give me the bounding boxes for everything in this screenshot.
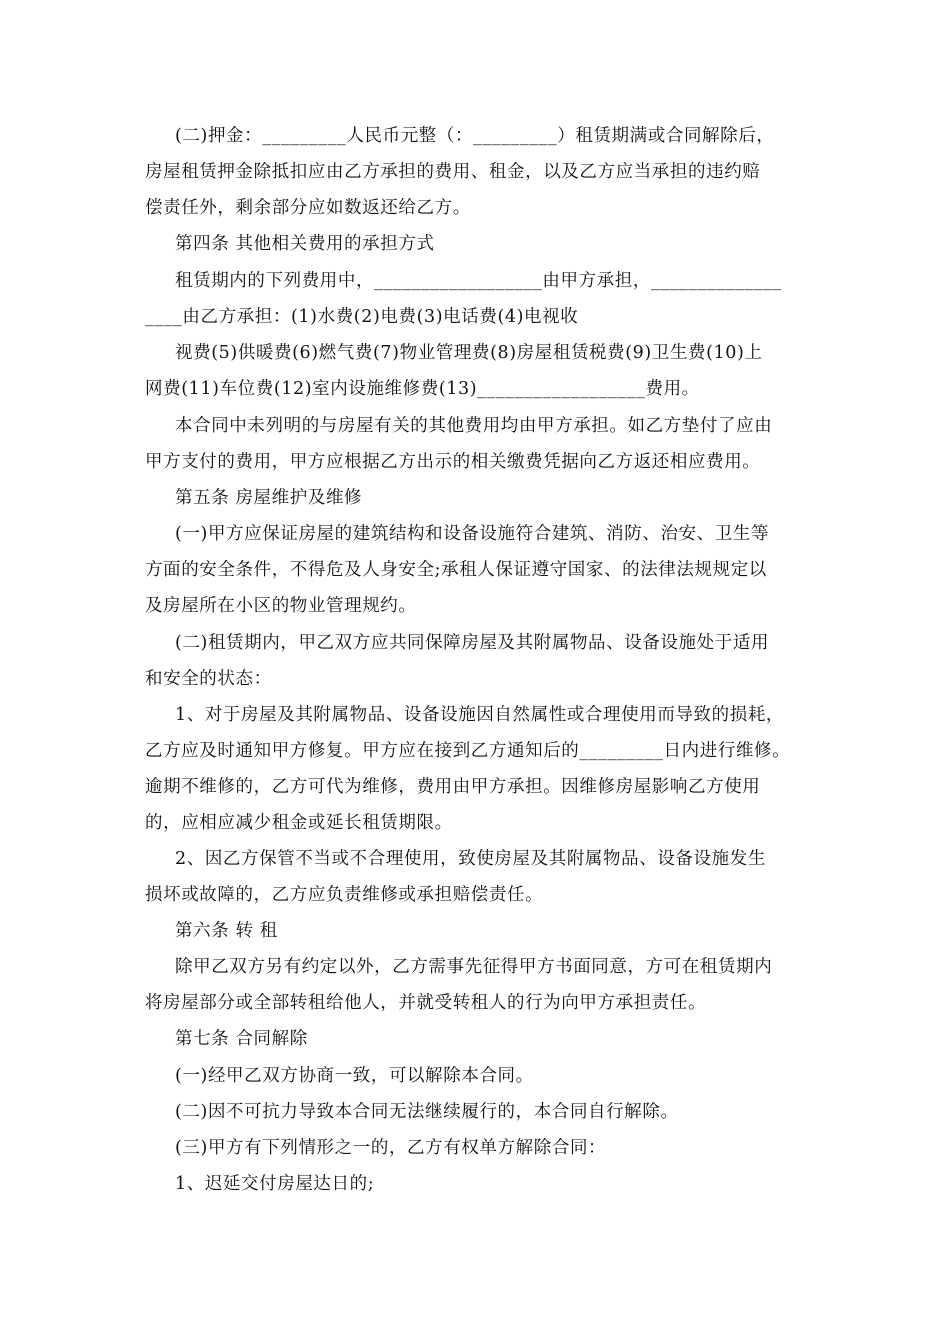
paragraph-damage-line: 损坏或故障的，乙方应负责维修或承担赔偿责任。 xyxy=(145,885,544,905)
paragraph-repair-line: 乙方应及时通知甲方修复。甲方应在接到乙方通知后的_________日内进行维修。 xyxy=(145,741,791,761)
paragraph-deposit-line: (二)押金：_________人民币元整（：_________）租赁期满或合同解除后， xyxy=(175,126,775,146)
paragraph-deposit-line: 偿责任外，剩余部分应如数返还给乙方。 xyxy=(145,198,471,218)
paragraph-termination-line: (一)经甲乙双方协商一致，可以解除本合同。 xyxy=(175,1066,534,1086)
paragraph-other-fees-line: 本合同中未列明的与房屋有关的其他费用均由甲方承担。如乙方垫付了应由 xyxy=(175,416,773,436)
article-4-heading: 第四条 其他相关费用的承担方式 xyxy=(175,234,435,254)
paragraph-repair-line: 的，应相应减少租金或延长租赁期限。 xyxy=(145,813,453,833)
paragraph-repair-line: 1、对于房屋及其附属物品、设备设施因自然属性或合理使用而导致的损耗， xyxy=(175,705,785,725)
paragraph-fees-line: 租赁期内的下列费用中，__________________由甲方承担，______________ xyxy=(175,271,782,291)
paragraph-deposit-line: 房屋租赁押金除抵扣应由乙方承担的费用、租金，以及乙方应当承担的违约赔 xyxy=(145,162,761,182)
paragraph-fees-line: ____由乙方承担：(1)水费(2)电费(3)电话费(4)电视收 xyxy=(145,307,579,327)
article-7-heading: 第七条 合同解除 xyxy=(175,1029,308,1049)
article-5-heading: 第五条 房屋维护及维修 xyxy=(175,488,363,508)
article-6-heading: 第六条 转 租 xyxy=(175,921,278,941)
paragraph-fees-line: 视费(5)供暖费(6)燃气费(7)物业管理费(8)房屋租赁税费(9)卫生费(10)上 xyxy=(175,343,763,363)
paragraph-maintenance-line: (一)甲方应保证房屋的建筑结构和设备设施符合建筑、消防、治安、卫生等 xyxy=(175,524,770,544)
paragraph-maintenance-line: 及房屋所在小区的物业管理规约。 xyxy=(145,596,417,616)
paragraph-damage-line: 2、因乙方保管不当或不合理使用，致使房屋及其附属物品、设备设施发生 xyxy=(175,849,766,869)
paragraph-sublease-line: 除甲乙双方另有约定以外，乙方需事先征得甲方书面同意，方可在租赁期内 xyxy=(175,957,773,977)
paragraph-termination-line: 1、迟延交付房屋达日的; xyxy=(175,1174,375,1194)
paragraph-maintenance-line: 方面的安全条件，不得危及人身安全;承租人保证遵守国家、的法律法规规定以 xyxy=(145,560,767,580)
paragraph-other-fees-line: 甲方支付的费用，甲方应根据乙方出示的相关缴费凭据向乙方返还相应费用。 xyxy=(145,452,761,472)
paragraph-termination-line: (二)因不可抗力导致本合同无法继续履行的，本合同自行解除。 xyxy=(175,1102,679,1122)
paragraph-maintenance-line: (二)租赁期内，甲乙双方应共同保障房屋及其附属物品、设备设施处于适用 xyxy=(175,633,770,653)
paragraph-fees-line: 网费(11)车位费(12)室内设施维修费(13)__________________费用。 xyxy=(145,379,700,399)
paragraph-repair-line: 逾期不维修的，乙方可代为维修，费用由甲方承担。因维修房屋影响乙方使用 xyxy=(145,777,761,797)
paragraph-sublease-line: 将房屋部分或全部转租给他人，并就受转租人的行为向甲方承担责任。 xyxy=(145,993,707,1013)
paragraph-maintenance-line: 和安全的状态： xyxy=(145,669,272,689)
paragraph-termination-line: (三)甲方有下列情形之一的，乙方有权单方解除合同： xyxy=(175,1138,607,1158)
